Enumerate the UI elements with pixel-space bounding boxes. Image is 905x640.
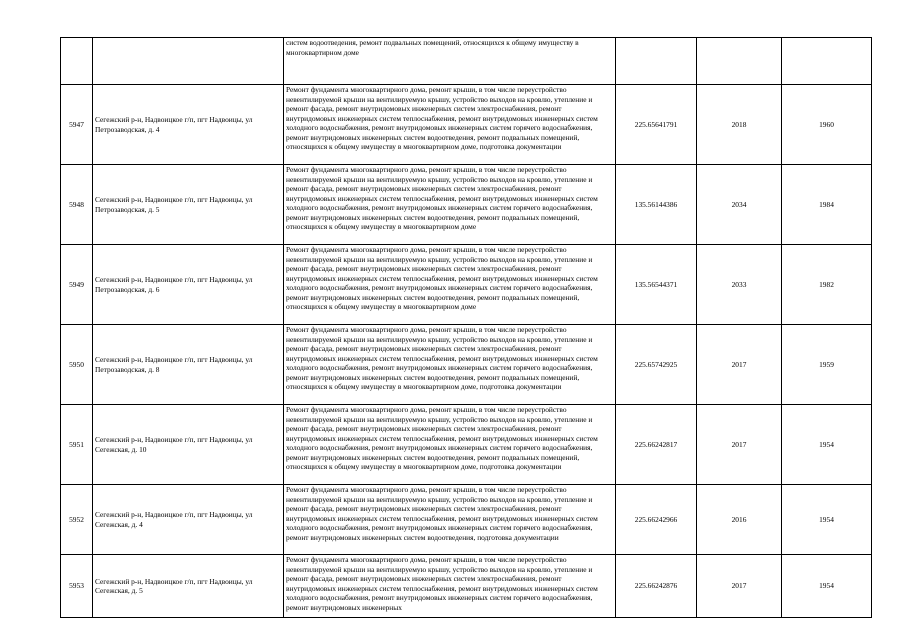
row-number	[61, 38, 93, 85]
works-cell	[284, 325, 616, 405]
year-cell: 2034	[697, 165, 782, 245]
row-number: 5949	[61, 245, 93, 325]
register-table	[60, 37, 872, 618]
year-cell: 2017	[697, 555, 782, 618]
works-cell	[284, 38, 616, 85]
cost-cell: 135.56544371	[616, 245, 697, 325]
year-cell: 2017	[697, 325, 782, 405]
cost-cell: 225.66242876	[616, 555, 697, 618]
works-cell	[284, 555, 616, 618]
year-cell: 2016	[697, 485, 782, 555]
address-cell: Сегежский р-н, Надвоицкое г/п, пгт Надвоицы, ул Петрозаводская, д. 5	[93, 165, 284, 245]
built-year-cell: 1954	[782, 405, 872, 485]
year-cell: 2018	[697, 85, 782, 165]
year-cell: 2017	[697, 405, 782, 485]
cost-cell: 225.65742925	[616, 325, 697, 405]
cost-cell: 225.66242817	[616, 405, 697, 485]
works-text: Ремонт фундамента многоквартирного дома, ремонт крыши, в том числе переустройство невентилируемой крыши на вентилируемую крышу, устройство выходов на кровлю, утепление и ремонт фасада, ремонт внутридомовых инженерных систем электроснабжения, ремонт внутридомовых инженерных систем теплоснабжения, ремонт внутридомовых инженерных систем холодного водоснабжения, ремонт внутридомовых инженерных систем горячего водоснабжения, ремонт внутридомовых инженерных систем водоотведения, ремонт подвальных помещений, относящихся к общему имуществу в многоквартирном доме, подготовка документации	[286, 85, 598, 151]
address-cell: Сегежский р-н, Надвоицкое г/п, пгт Надвоицы, ул Сегежская, д. 10	[93, 405, 284, 485]
table-row	[61, 85, 872, 165]
address-cell	[93, 38, 284, 85]
works-text: Ремонт фундамента многоквартирного дома, ремонт крыши, в том числе переустройство невентилируемой крыши на вентилируемую крышу, устройство выходов на кровлю, утепление и ремонт фасада, ремонт внутридомовых инженерных систем электроснабжения, ремонт внутридомовых инженерных систем теплоснабжения, ремонт внутридомовых инженерных систем холодного водоснабжения, ремонт внутридомовых инженерных систем горячего водоснабжения, ремонт внутридомовых инженерных систем водоотведения, ремонт подвальных помещений, относящихся к общему имуществу в многоквартирном доме	[286, 165, 598, 231]
works-cell	[284, 245, 616, 325]
row-number: 5947	[61, 85, 93, 165]
built-year-cell: 1959	[782, 325, 872, 405]
works-cell	[284, 85, 616, 165]
table-row	[61, 325, 872, 405]
built-year-cell: 1954	[782, 555, 872, 618]
table-row	[61, 555, 872, 618]
cost-cell: 225.65641791	[616, 85, 697, 165]
works-text: Ремонт фундамента многоквартирного дома, ремонт крыши, в том числе переустройство невентилируемой крыши на вентилируемую крышу, устройство выходов на кровлю, утепление и ремонт фасада, ремонт внутридомовых инженерных систем электроснабжения, ремонт внутридомовых инженерных систем теплоснабжения, ремонт внутридомовых инженерных систем холодного водоснабжения, ремонт внутридомовых инженерных систем горячего водоснабжения, ремонт внутридомовых инженерных систем водоотведения, ремонт подвальных помещений, относящихся к общему имуществу в многоквартирном доме, подготовка документации	[286, 405, 598, 471]
table-row	[61, 245, 872, 325]
row-number: 5951	[61, 405, 93, 485]
table-row	[61, 485, 872, 555]
works-text: Ремонт фундамента многоквартирного дома, ремонт крыши, в том числе переустройство невентилируемой крыши на вентилируемую крышу, устройство выходов на кровлю, утепление и ремонт фасада, ремонт внутридомовых инженерных систем электроснабжения, ремонт внутридомовых инженерных систем теплоснабжения, ремонт внутридомовых инженерных систем холодного водоснабжения, ремонт внутридомовых инженерных систем горячего водоснабжения, ремонт внутридомовых инженерных	[286, 555, 598, 612]
cost-cell: 135.56144386	[616, 165, 697, 245]
works-cell	[284, 485, 616, 555]
address-cell: Сегежский р-н, Надвоицкое г/п, пгт Надвоицы, ул Петрозаводская, д. 4	[93, 85, 284, 165]
address-cell: Сегежский р-н, Надвоицкое г/п, пгт Надвоицы, ул Петрозаводская, д. 6	[93, 245, 284, 325]
cost-cell: 225.66242966	[616, 485, 697, 555]
built-year-cell: 1960	[782, 85, 872, 165]
built-year-cell: 1954	[782, 485, 872, 555]
built-year-cell: 1982	[782, 245, 872, 325]
cost-cell	[616, 38, 697, 85]
works-cell	[284, 405, 616, 485]
row-number: 5948	[61, 165, 93, 245]
address-cell: Сегежский р-н, Надвоицкое г/п, пгт Надвоицы, ул Сегежская, д. 5	[93, 555, 284, 618]
table-row	[61, 405, 872, 485]
table-row	[61, 165, 872, 245]
works-cell	[284, 165, 616, 245]
row-number: 5950	[61, 325, 93, 405]
year-cell: 2033	[697, 245, 782, 325]
table-row	[61, 38, 872, 85]
built-year-cell: 1984	[782, 165, 872, 245]
works-text: Ремонт фундамента многоквартирного дома, ремонт крыши, в том числе переустройство невентилируемой крыши на вентилируемую крышу, устройство выходов на кровлю, утепление и ремонт фасада, ремонт внутридомовых инженерных систем электроснабжения, ремонт внутридомовых инженерных систем теплоснабжения, ремонт внутридомовых инженерных систем холодного водоснабжения, ремонт внутридомовых инженерных систем горячего водоснабжения, ремонт внутридомовых инженерных систем водоотведения, ремонт подвальных помещений, относящихся к общему имуществу в многоквартирном доме	[286, 245, 598, 311]
row-number: 5953	[61, 555, 93, 618]
row-number: 5952	[61, 485, 93, 555]
address-cell: Сегежский р-н, Надвоицкое г/п, пгт Надвоицы, ул Сегежская, д. 4	[93, 485, 284, 555]
works-text: Ремонт фундамента многоквартирного дома, ремонт крыши, в том числе переустройство невентилируемой крыши на вентилируемую крышу, устройство выходов на кровлю, утепление и ремонт фасада, ремонт внутридомовых инженерных систем электроснабжения, ремонт внутридомовых инженерных систем теплоснабжения, ремонт внутридомовых инженерных систем холодного водоснабжения, ремонт внутридомовых инженерных систем горячего водоснабжения, ремонт внутридомовых инженерных систем водоотведения, подготовка документации	[286, 485, 598, 542]
address-cell: Сегежский р-н, Надвоицкое г/п, пгт Надвоицы, ул Петрозаводская, д. 8	[93, 325, 284, 405]
year-cell	[697, 38, 782, 85]
works-text: систем водоотведения, ремонт подвальных помещений, относящихся к общему имуществу в многоквартирном доме	[286, 38, 579, 57]
built-year-cell	[782, 38, 872, 85]
works-text: Ремонт фундамента многоквартирного дома, ремонт крыши, в том числе переустройство невентилируемой крыши на вентилируемую крышу, устройство выходов на кровлю, утепление и ремонт фасада, ремонт внутридомовых инженерных систем электроснабжения, ремонт внутридомовых инженерных систем теплоснабжения, ремонт внутридомовых инженерных систем холодного водоснабжения, ремонт внутридомовых инженерных систем горячего водоснабжения, ремонт внутридомовых инженерных систем водоотведения, ремонт подвальных помещений, относящихся к общему имуществу в многоквартирном доме, подготовка документации	[286, 325, 598, 391]
